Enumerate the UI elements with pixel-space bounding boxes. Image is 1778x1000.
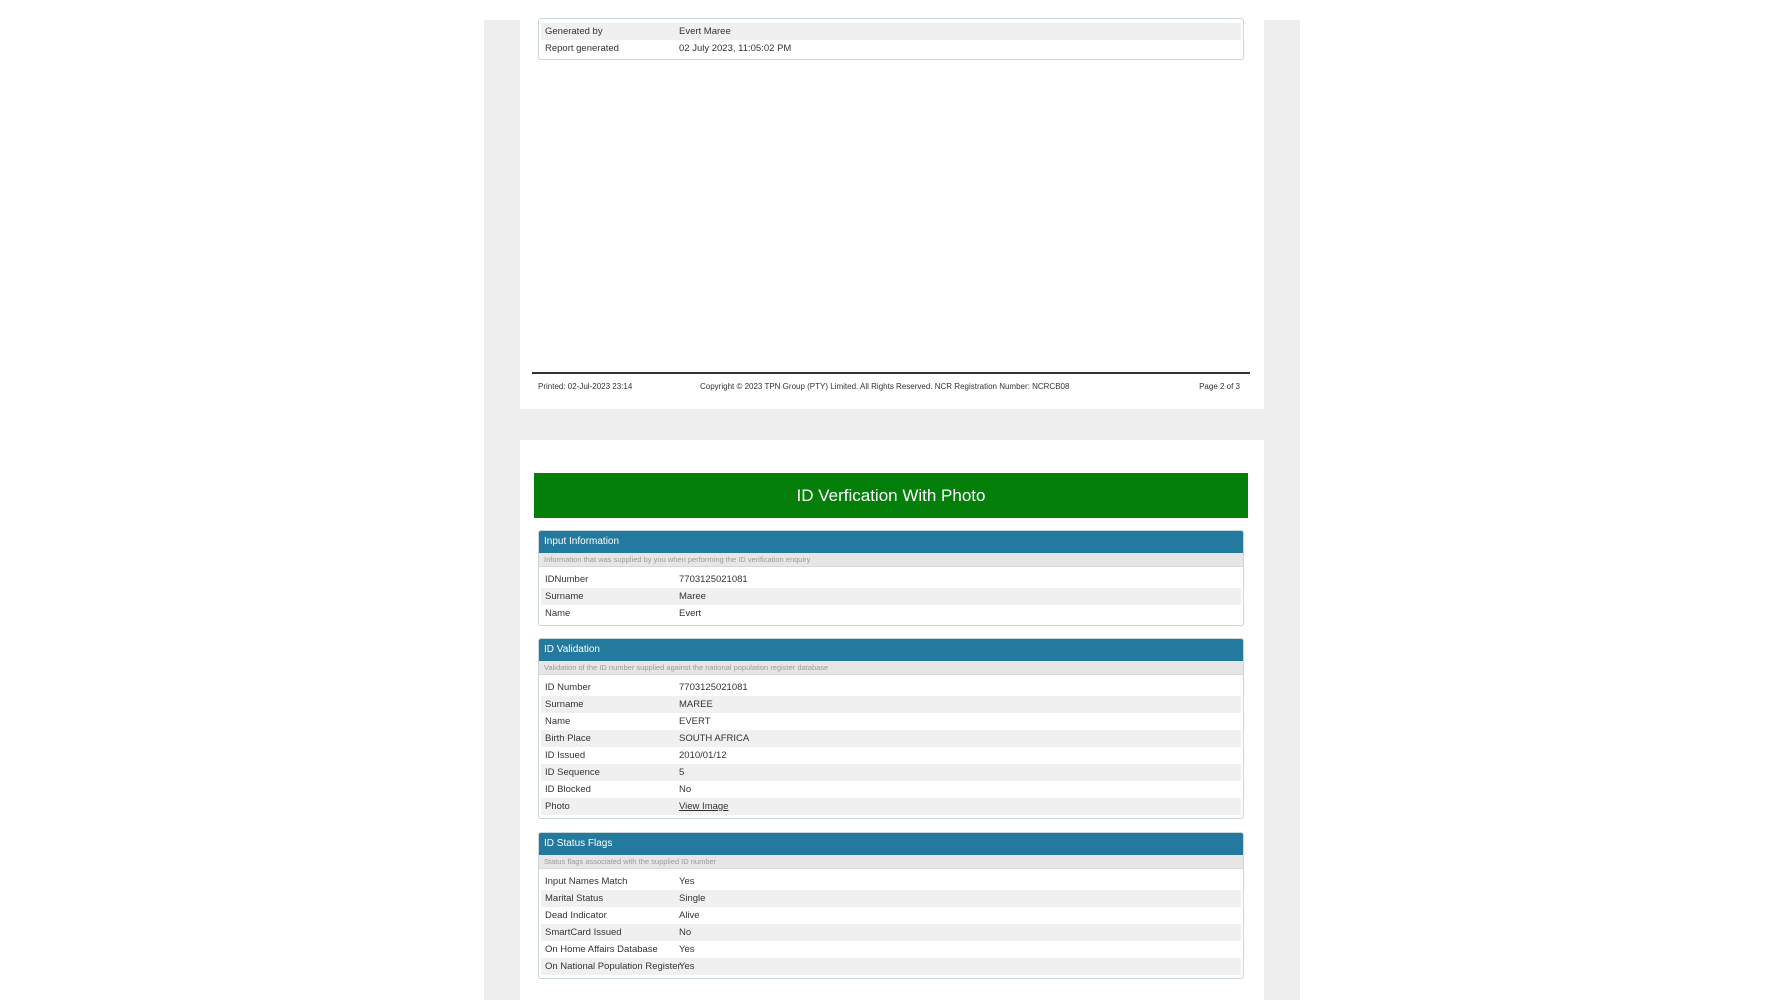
row-value: 5: [679, 767, 685, 778]
row-label: Photo: [545, 801, 570, 812]
row-label: Name: [545, 608, 571, 619]
row-label: ID Sequence: [545, 767, 600, 778]
row-value: No: [679, 927, 692, 938]
table-row: [541, 890, 1241, 907]
row-label: On National Population Register: [545, 961, 681, 972]
table-row: [541, 571, 1241, 588]
generated-by-row: [541, 23, 1241, 40]
row-label: SmartCard Issued: [545, 927, 622, 938]
row-label: On Home Affairs Database: [545, 944, 658, 955]
row-value: EVERT: [679, 716, 711, 727]
panel-title: ID Status Flags: [539, 833, 1243, 855]
report-page-2: [520, 20, 1264, 409]
row-label: Dead Indicator: [545, 910, 607, 921]
report-title: ID Verfication With Photo: [796, 485, 986, 505]
row-value: 2010/01/12: [679, 750, 727, 761]
row-label: Birth Place: [545, 733, 591, 744]
report-title-banner: [534, 473, 1248, 518]
row-value: 7703125021081: [679, 682, 748, 693]
table-row: [541, 958, 1241, 975]
panel-description: Information that was supplied by you when performing the ID verification enquiry: [539, 553, 1243, 567]
id-validation-panel: [538, 638, 1244, 819]
page-footer: [538, 381, 1244, 393]
id-status-flags-panel: [538, 832, 1244, 979]
row-value: 02 July 2023, 11:05:02 PM: [679, 43, 792, 54]
table-row: [541, 713, 1241, 730]
row-label: Report generated: [545, 43, 619, 54]
table-row: [541, 873, 1241, 890]
table-row: [541, 730, 1241, 747]
table-row: [541, 907, 1241, 924]
row-label: ID Issued: [545, 750, 586, 761]
panel-title: ID Validation: [539, 639, 1243, 661]
row-label: Name: [545, 716, 571, 727]
input-information-rows: [539, 571, 1243, 622]
row-value: Yes: [679, 961, 695, 972]
row-value: MAREE: [679, 699, 713, 710]
table-row: [541, 588, 1241, 605]
page-number: Page 2 of 3: [1199, 382, 1240, 391]
input-information-panel: [538, 530, 1244, 626]
printed-date: Printed: 02-Jul-2023 23:14: [538, 382, 633, 391]
row-label: IDNumber: [545, 574, 589, 585]
table-row: [541, 764, 1241, 781]
table-row: [541, 941, 1241, 958]
row-value: No: [679, 784, 692, 795]
row-label: Input Names Match: [545, 876, 628, 887]
table-row: [541, 747, 1241, 764]
row-value: Evert: [679, 608, 702, 619]
row-label: Marital Status: [545, 893, 604, 904]
row-label: Surname: [545, 591, 584, 602]
table-row: [541, 781, 1241, 798]
report-meta-panel: [538, 18, 1244, 60]
row-value: Yes: [679, 876, 695, 887]
row-label: Generated by: [545, 26, 603, 37]
panel-title: Input Information: [539, 531, 1243, 553]
panel-description: Validation of the ID number supplied against the national population register database: [539, 661, 1243, 675]
row-value: 7703125021081: [679, 574, 748, 585]
table-row: [541, 696, 1241, 713]
id-status-flags-rows: [539, 873, 1243, 975]
row-label: Surname: [545, 699, 584, 710]
report-generated-row: [541, 40, 1241, 57]
row-value: Single: [679, 893, 706, 904]
row-value: Alive: [679, 910, 700, 921]
id-validation-rows: [539, 679, 1243, 815]
view-image-link[interactable]: View Image: [679, 801, 729, 812]
row-value: Yes: [679, 944, 695, 955]
row-value: SOUTH AFRICA: [679, 733, 750, 744]
table-row: [541, 798, 1241, 815]
panel-description: Status flags associated with the supplied ID number: [539, 855, 1243, 869]
row-label: ID Number: [545, 682, 591, 693]
copyright-text: Copyright © 2023 TPN Group (PTY) Limited. All Rights Reserved. NCR Registration Number: NCRCB08: [700, 382, 1070, 391]
table-row: [541, 679, 1241, 696]
table-row: [541, 605, 1241, 622]
report-page-3: [520, 440, 1264, 1000]
table-row: [541, 924, 1241, 941]
row-value: Maree: [679, 591, 706, 602]
row-value: Evert Maree: [679, 26, 731, 37]
footer-divider: [532, 372, 1250, 374]
row-label: ID Blocked: [545, 784, 591, 795]
